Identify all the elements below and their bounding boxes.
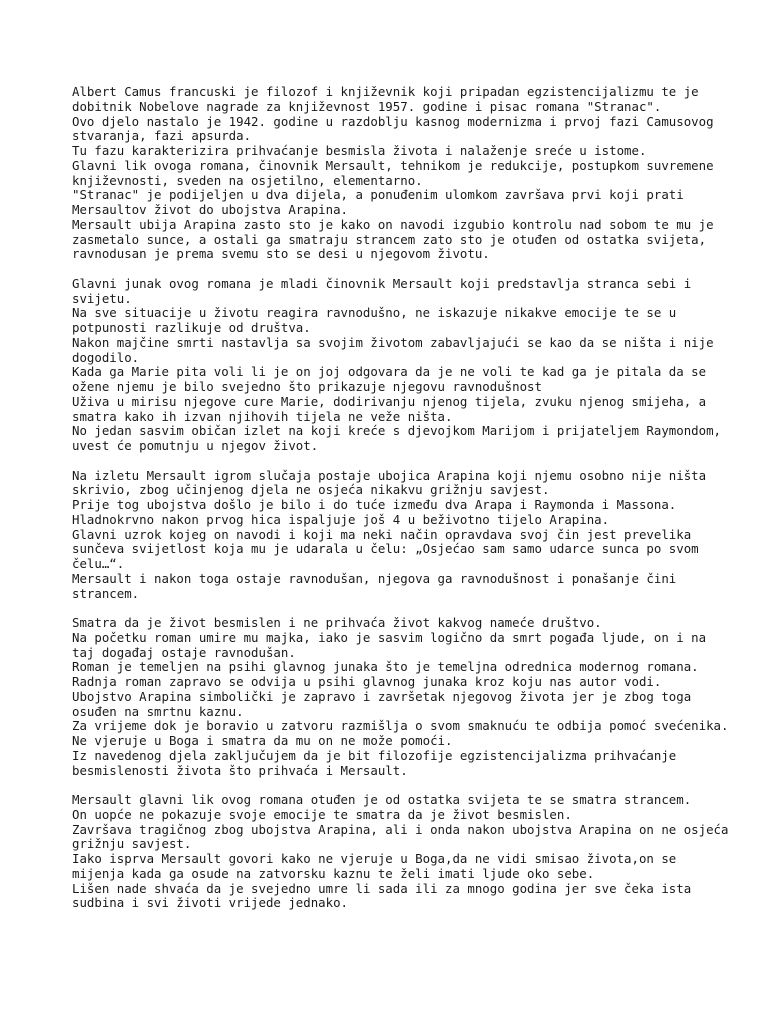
text-line: Kada ga Marie pita voli li je on joj odgovara da je ne voli te kad ga je pitala da se ožene njemu je bilo svejedno što prikazuje njegovu ravnodušnost <box>72 364 714 394</box>
text-line: Ovo djelo nastalo je 1942. godine u razdoblju kasnog modernizma i prvoj fazi Camusovog stvaranja, fazi apsurda. <box>72 113 722 144</box>
text-line: Tu fazu karakterizira prihvaćanje besmisla života i nalaženje sreće u istome. <box>72 143 647 158</box>
text-line: Radnja roman zapravo se odvija u psihi glavnog junaka kroz koju nas autor vodi. <box>72 674 662 689</box>
text-line: Iako isprva Mersault govori kako ne vjeruje u Boga,da ne vidi smisao života,on se mijenja kada ga osude na zatvorsku kaznu te želi imati ljude oko sebe. <box>72 851 684 881</box>
text-line: Na početku roman umire mu majka, iako je sasvim logično da smrt pogađa ljude, on i na taj događaj ostaje ravnodušan. <box>72 629 714 660</box>
text-line: Glavni lik ovoga romana, činovnik Mersault, tehnikom je redukcije, postupkom suvremene književnosti, sveden na osjetilno, elementarno. <box>72 157 722 188</box>
paragraph-1 <box>72 85 732 262</box>
text-line: Roman je temeljen na psihi glavnog junaka što je temeljna odrednica modernog romana. <box>72 659 699 675</box>
paragraph-2 <box>72 277 732 454</box>
text-line: Nakon majčine smrti nastavlja sa svojim životom zabavljajući se kao da se ništa i nije dogodilo. <box>72 334 722 365</box>
document-body <box>72 84 736 926</box>
text-line: Mersault i nakon toga ostaje ravnodušan, njegova ga ravnodušnost i ponašanje čini strancem. <box>72 570 684 601</box>
text-line: No jedan sasvim običan izlet na koji kreće s djevojkom Marijom i prijateljem Raymondom, uvest će pomutnju u njegov život. <box>72 423 729 453</box>
text-line: Glavni junak ovog romana je mladi činovnik Mersault koji predstavlja stranca sebi i svijetu. <box>72 275 699 306</box>
text-line: Na izletu Mersault igrom slučaja postaje ubojica Arapina koji njemu osobno nije ništa skrivio, zbog učinjenog djela ne osjeća nikakvu grižnju savjest. <box>72 467 714 498</box>
text-line: Hladnokrvno nakon prvog hica ispaljuje još 4 u beživotno tijelo Arapina. <box>72 511 610 527</box>
text-line: Mersault glavni lik ovog romana otuđen je od ostatka svijeta te se smatra strancem. <box>72 792 692 807</box>
text-line: Glavni uzrok kojeg on navodi i koji ma neki način opravdava svoj čin jest prevelika sunčeva svijetlost koja mu je udarala u čelu: „Osjećao sam samo udarce sunca po svom čelu…“. <box>72 526 707 571</box>
text-line: Ubojstvo Arapina simbolički je zapravo i završetak njegovog života jer je zbog toga osuđen na smrtnu kaznu. <box>72 688 699 719</box>
text-line: Uživa u mirisu njegove cure Marie, dodirivanju njenog tijela, zvuku njenog smijeha, a smatra kako ih izvan njihovih tijela ne veže ništa. <box>72 393 714 424</box>
text-line: Ne vjeruje u Boga i smatra da mu on ne može pomoći. <box>72 733 453 748</box>
text-line: "Stranac" je podijeljen u dva dijela, a ponuđenim ulomkom završava prvi koji prati Mersaultov život do ubojstva Arapina. <box>72 187 692 217</box>
text-line: Mersault ubija Arapina zasto sto je kako on navodi izgubio kontrolu nad sobom te mu je zasmetalo sunce, a ostali ga smatraju strancem zato sto je otuđen od ostatka svijeta, ravnodusan je prema svemu sto se desi u njegovom životu. <box>72 216 722 262</box>
text-line: Lišen nade shvaća da je svejedno umre li sada ili za mnogo godina jer sve čeka ista sudbina i svi životi vrijede jednako. <box>72 880 699 911</box>
paragraph-3 <box>72 469 732 602</box>
text-line: Iz navedenog djela zaključujem da je bit filozofije egzistencijalizma prihvaćanje besmislenosti života što prihvaća i Mersault. <box>72 747 684 778</box>
text-line: Smatra da je život besmislen i ne prihvaća život kakvog nameće društvo. <box>72 615 602 630</box>
text-line: Na sve situacije u životu reagira ravnodušno, ne iskazuje nikakve emocije te se u potpunosti razlikuje od društva. <box>72 305 684 335</box>
text-line: Za vrijeme dok je boravio u zatvoru razmišlja o svom smaknuću te odbija pomoć svećenika. <box>72 718 729 734</box>
text-line: On uopće ne pokazuje svoje emocije te smatra da je život besmislen. <box>72 806 572 822</box>
text-line: Prije tog ubojstva došlo je bilo i do tuće između dva Arapa i Raymonda i Massona. <box>72 497 677 512</box>
text-line: Završava tragičnog zbog ubojstva Arapina, ali i onda nakon ubojstva Arapina on ne osjeća grižnju savjest. <box>72 821 736 852</box>
text-line: Albert Camus francuski je filozof i književnik koji pripadan egzistencijalizmu te je dobitnik Nobelove nagrade za književnost 1957. godine i pisac romana "Stranac". <box>72 84 707 114</box>
paragraph-5 <box>72 792 736 911</box>
paragraph-4 <box>72 616 732 778</box>
